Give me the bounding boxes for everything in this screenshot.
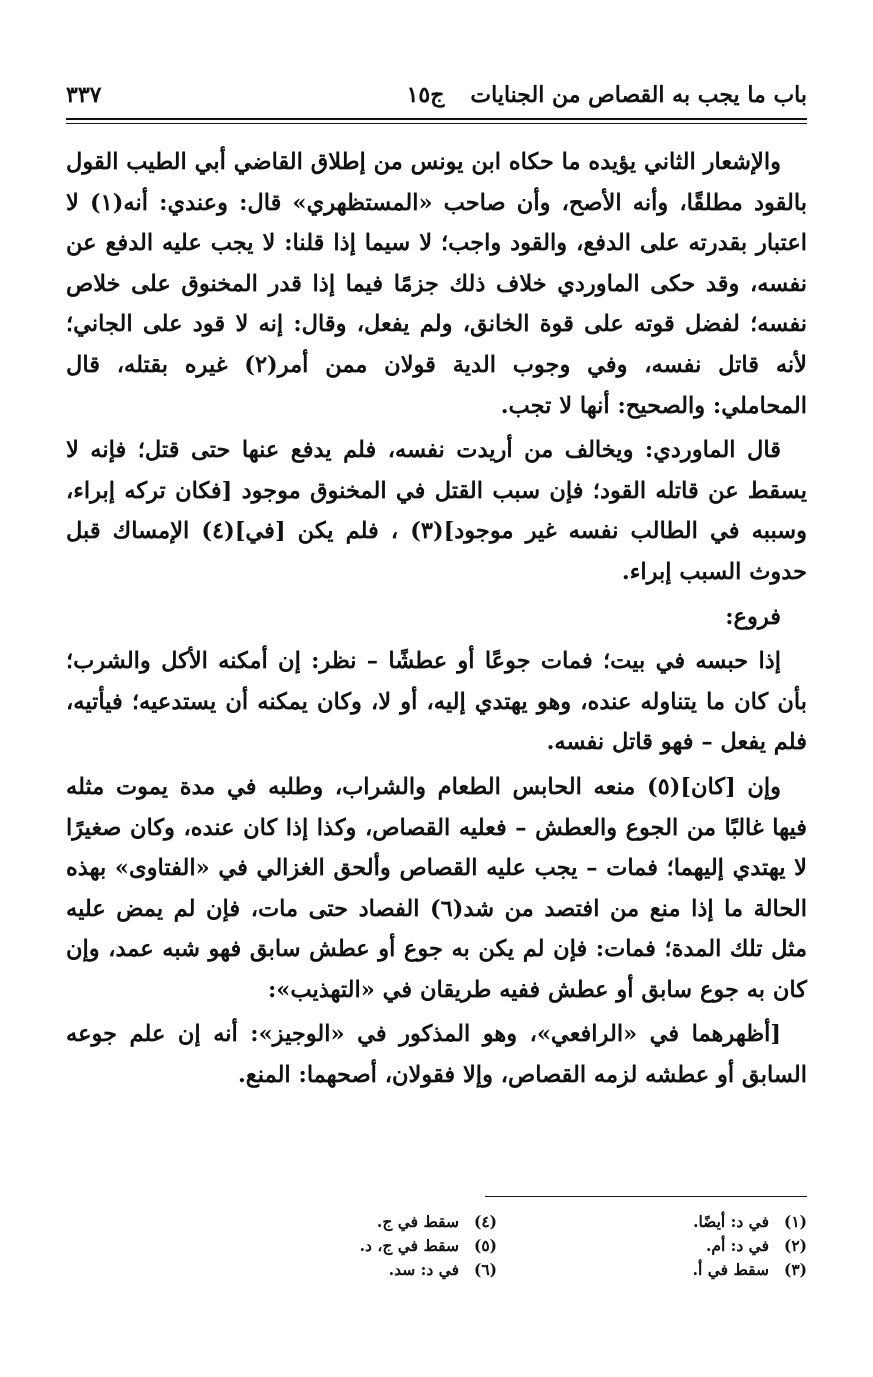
running-header xyxy=(66,80,807,112)
footnote-number: (٤) xyxy=(473,1212,497,1231)
footnote-number: (٢) xyxy=(783,1236,807,1255)
footnote-item xyxy=(557,1258,807,1282)
footnote-number: (٣) xyxy=(783,1260,807,1279)
section-heading: فروع: xyxy=(725,603,781,630)
footnote-item xyxy=(247,1234,497,1258)
footnote-item xyxy=(247,1210,497,1234)
book-page xyxy=(66,80,807,1100)
volume-number: ج١٥ xyxy=(406,82,445,108)
header-rule-thin xyxy=(66,123,807,124)
footnotes xyxy=(247,1210,807,1282)
chapter-title: باب ما يجب به القصاص من الجنايات xyxy=(470,82,807,108)
footnote-number: (١) xyxy=(783,1212,807,1231)
footnote-text: سقط في أ. xyxy=(692,1260,769,1279)
footnote-column-right xyxy=(557,1210,807,1282)
paragraph: وإن [كان](٥) منعه الحابس الطعام والشراب، وطلبه في مدة يموت مثله فيها غالبًا من الجوع والعطش – فعليه القصاص، وكذا إذا كان عنده، وكان صغيرًا لا يهتدي إليهما؛ فمات – يجب عليه القصاص وألحق الغزالي في «الفتاوى» بهذه الحالة ما إذا منع من افتصد من شد(٦) الفصاد حتى مات، فإن لم يمض عليه مثل تلك المدة؛ فمات: فإن لم يكن به جوع أو عطش سابق فهو شبه عمد، وإن كان به جوع سابق أو عطش ففيه طريقان في «التهذيب»: xyxy=(66,773,807,1003)
footnote-separator xyxy=(485,1196,807,1197)
footnote-text: سقط في ج، د. xyxy=(359,1236,459,1255)
page-number: ٣٣٧ xyxy=(66,82,102,108)
footnote-text: في د: سد. xyxy=(388,1260,459,1279)
header-rule-thick xyxy=(66,118,807,120)
footnote-column-left xyxy=(247,1210,497,1282)
footnote-text: سقط في ج. xyxy=(376,1212,459,1231)
paragraph: إذا حبسه في بيت؛ فمات جوعًا أو عطشًا – نظر: إن أمكنه الأكل والشرب؛ بأن كان ما يتناوله عنده، وهو يهتدي إليه، أو لا، وكان يمكنه أن يستدعيه؛ فيأتيه، فلم يفعل – فهو قاتل نفسه. xyxy=(66,648,807,756)
footnote-number: (٥) xyxy=(473,1236,497,1255)
footnote-text: في د: أم. xyxy=(705,1236,769,1255)
footnote-number: (٦) xyxy=(473,1260,497,1279)
paragraph: قال الماوردي: ويخالف من أريدت نفسه، فلم يدفع عنها حتى قتل؛ فإنه لا يسقط عن قاتله القود؛ فإن سبب القتل في المخنوق موجود [فكان تركه إبراء، وسببه في الطالب نفسه غير موجود](٣) ، فلم يكن [في](٤) الإمساك قبل حدوث السبب إبراء. xyxy=(66,437,807,585)
header-title-group xyxy=(407,80,807,110)
paragraph: والإشعار الثاني يؤيده ما حكاه ابن يونس من إطلاق القاضي أبي الطيب القول بالقود مطلقًا، وأنه الأصح، وأن صاحب «المستظهري» قال: وعندي: أنه(١) لا اعتبار بقدرته على الدفع، والقود واجب؛ لا سيما إذا قلنا: لا يجب عليه الدفع عن نفسه، وقد حكى الماوردي خلاف ذلك جزمًا فيما إذا قدر المخنوق على خلاص نفسه؛ لفضل قوته على قوة الخانق، ولم يفعل، وقال: إنه لا قود على الجاني؛ لأنه قاتل نفسه، وفي وجوب الدية قولان ممن أمر(٢) غيره بقتله، قال المحاملي: والصحيح: أنها لا تجب. xyxy=(66,149,807,419)
paragraph: [أظهرهما في «الرافعي»، وهو المذكور في «الوجيز»: أنه إن علم جوعه السابق أو عطشه لزمه القصاص، وإلا فقولان، أصحهما: المنع. xyxy=(66,1021,807,1089)
footnote-item xyxy=(557,1234,807,1258)
footnote-item xyxy=(557,1210,807,1234)
footnote-text: في د: أيضًا. xyxy=(693,1212,769,1231)
main-text xyxy=(66,142,807,1096)
footnote-item xyxy=(247,1258,497,1282)
